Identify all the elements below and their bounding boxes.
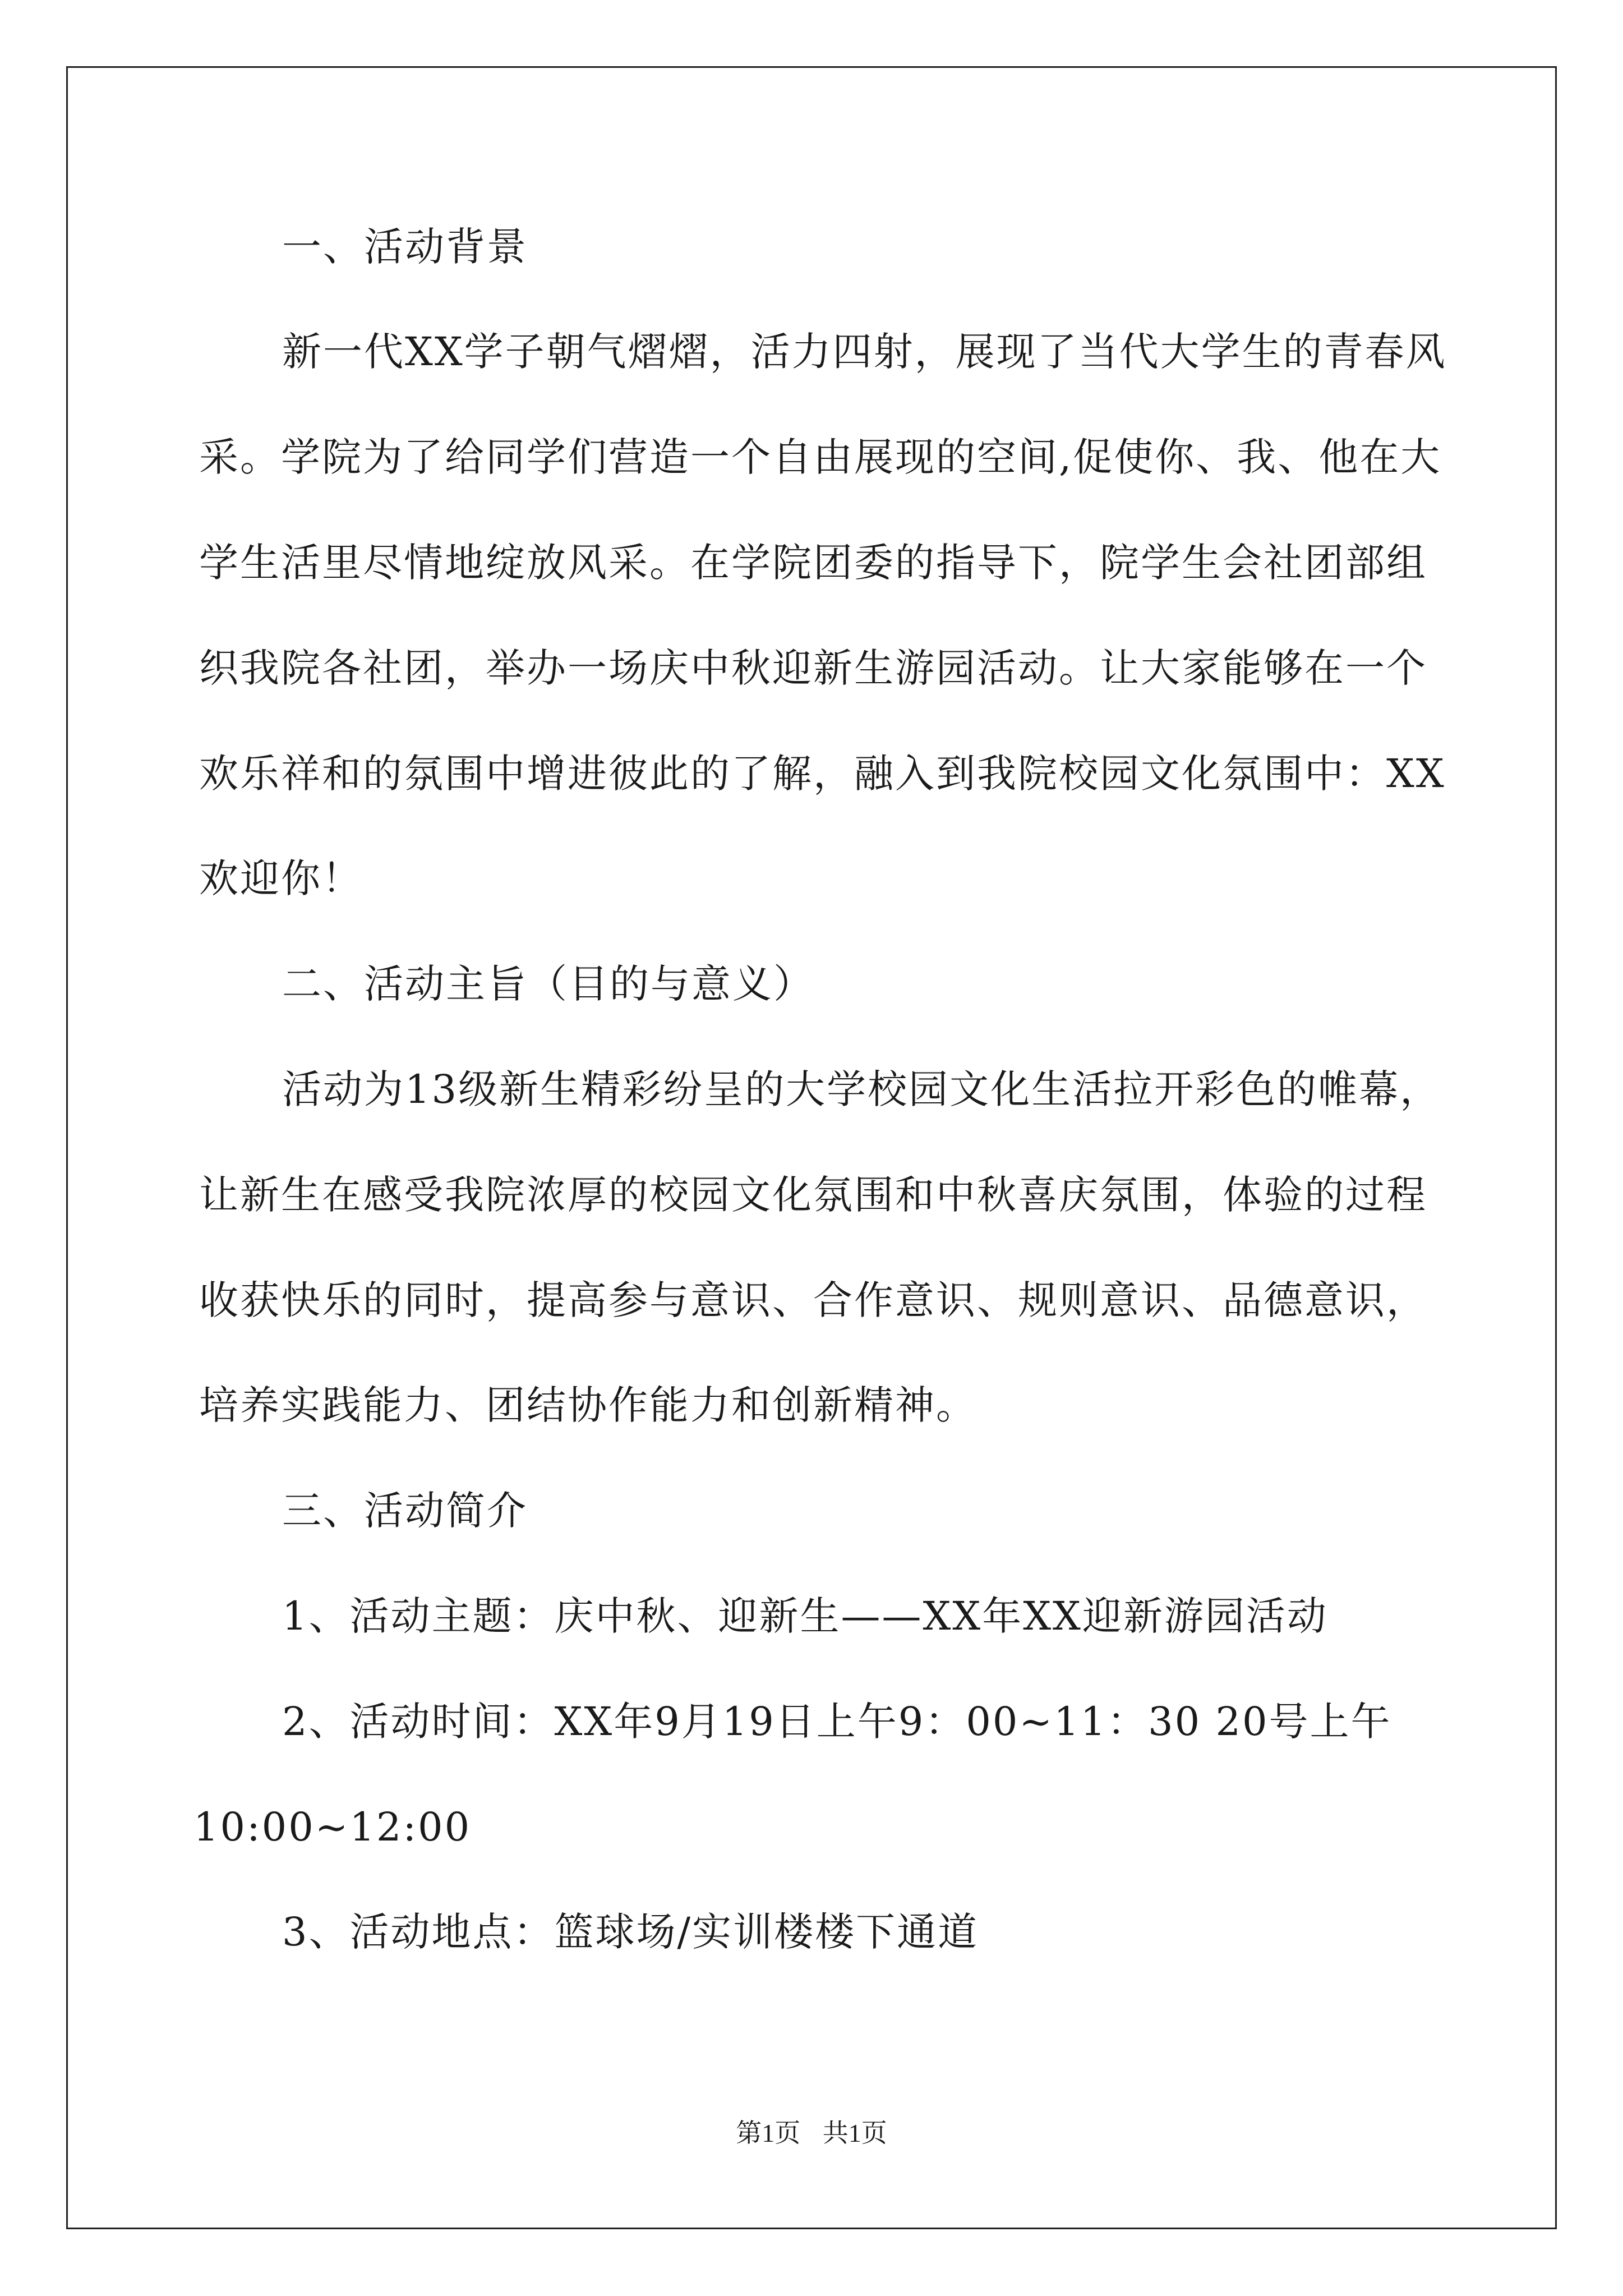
paragraph-line: 织我院各社团，举办一场庆中秋迎新生游园活动。让大家能够在一个 [199, 645, 1427, 691]
page-footer [0, 2118, 1623, 2149]
paragraph-line: 让新生在感受我院浓厚的校园文化氛围和中秋喜庆氛围，体验的过程 [199, 1172, 1427, 1218]
paragraph-line: 收获快乐的同时，提高参与意识、合作意识、规则意识、品德意识， [199, 1277, 1427, 1323]
paragraph-line: 欢迎你！ [199, 855, 363, 901]
list-item-time-continued: 10:00~12:00 [193, 1804, 472, 1850]
page-total: 共1页 [822, 2119, 887, 2147]
paragraph-line: 采。学院为了给同学们营造一个自由展现的空间,促使你、我、他在大 [199, 434, 1442, 480]
paragraph-line: 欢乐祥和的氛围中增进彼此的了解，融入到我院校园文化氛围中：XX [199, 751, 1446, 797]
page-border [66, 66, 1557, 2229]
paragraph-line: 培养实践能力、团结协作能力和创新精神。 [199, 1382, 977, 1428]
paragraph-line: 学生活里尽情地绽放风采。在学院团委的指导下，院学生会社团部组 [199, 540, 1427, 586]
section-heading-intro: 三、活动简介 [282, 1488, 528, 1534]
section-heading-purpose: 二、活动主旨（目的与意义） [282, 961, 814, 1007]
section-heading-background: 一、活动背景 [282, 224, 528, 270]
list-item-location: 3、活动地点：篮球场/实训楼楼下通道 [282, 1909, 979, 1955]
paragraph-line: 活动为13级新生精彩纷呈的大学校园文化生活拉开彩色的帷幕， [282, 1066, 1441, 1112]
list-item-time: 2、活动时间：XX年9月19日上午9：00~11：30 20号上午 [282, 1699, 1392, 1745]
list-item-theme: 1、活动主题：庆中秋、迎新生——XX年XX迎新游园活动 [282, 1593, 1328, 1639]
page-number: 第1页 [736, 2119, 801, 2147]
paragraph-line: 新一代XX学子朝气熠熠，活力四射，展现了当代大学生的青春风 [282, 329, 1447, 375]
